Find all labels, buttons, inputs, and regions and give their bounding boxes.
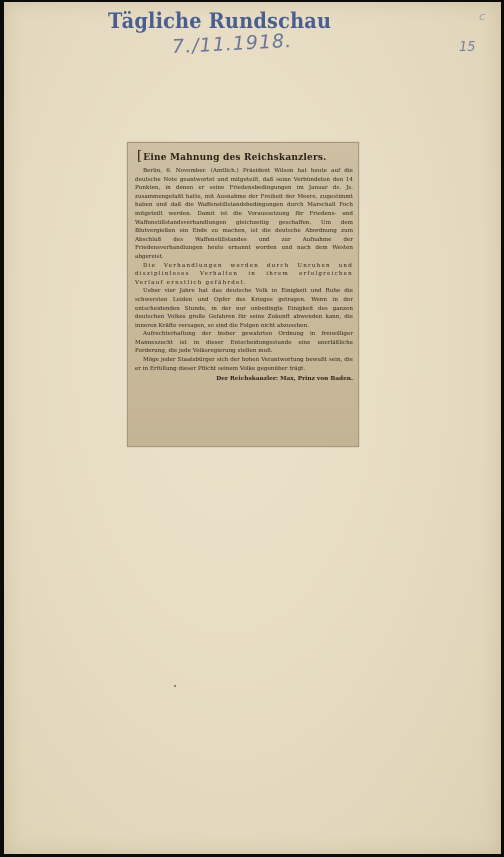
- clipping-title-text: Eine Mahnung des Reichskanzlers.: [143, 153, 327, 163]
- newspaper-name-stamp: Tägliche Rundschau: [108, 8, 332, 33]
- clipping-signature: Der Reichskanzler: Max, Prinz von Baden.: [216, 376, 353, 383]
- paper-speck: [174, 685, 176, 687]
- clipping-paragraph-2: Die Verhandlungen werden durch Unruhen und disziplinloses Verhalten in ihrem erfolgreichen Verlauf ernstlich gefährdet.: [135, 262, 353, 286]
- clipping-paragraph-5: Möge jeder Staatsbürger sich der hohen Verantwortung bewußt sein, die er in Erfüllung dieser Pflicht seinem Volke gegenüber trägt.: [135, 357, 353, 372]
- handwritten-date: 7./11.1918.: [171, 29, 293, 59]
- newspaper-clipping: [127, 142, 359, 447]
- bracket-ornament-icon: [: [137, 149, 143, 164]
- clipping-paragraph-4: Aufrechterhaltung der bisher gewahrten Ordnung in freiwilliger Manneszucht ist in dieser Entscheidungsstunde eine unerläßliche Forderung, die jede Volksregierung stellen muß.: [135, 331, 353, 355]
- clipping-paragraph-1: Berlin, 6. November. (Amtlich.) Präsident Wilson hat heute auf die deutsche Note geantwortet und mitgeteilt, daß seine Verbündeten den 14 Punkten, in denen er seine Friedensbedingungen im Januar ds. Js. zusammengefaßt hatte, mit Ausnahme der Freiheit der Meere, zugestimmt haben und daß die Waffenstillstandsbedingungen durch Marschall Foch mitgeteilt werden. Damit ist die Voraussetzung für Friedens- und Waffenstillstandsverhandlungen gleichzeitig geschaffen. Um dem Blutvergießen ein Ende zu machen, ist die deutsche Abordnung zum Abschluß des Waffenstillstandes und zur Aufnahme der Friedensverhandlungen heute ernannt worden und nach dem Westen abgereist.: [135, 168, 353, 260]
- corner-pencil-mark: c: [479, 10, 486, 23]
- page-number: 15: [459, 40, 476, 55]
- clipping-title: [137, 151, 353, 164]
- clipping-paragraph-3: Ueber vier Jahre hat das deutsche Volk in Einigkeit und Ruhe die schwersten Leiden und Opfer des Krieges getragen. Wenn in der entscheidenden Stunde, in der nur unbedingte Einigkeit des ganzen deutschen Volkes große Gefahren für seine Zukunft abwenden kann, die inneren Kräfte versagen, so sind die Folgen nicht abzusehen.: [135, 288, 353, 329]
- archive-sheet: [4, 2, 501, 854]
